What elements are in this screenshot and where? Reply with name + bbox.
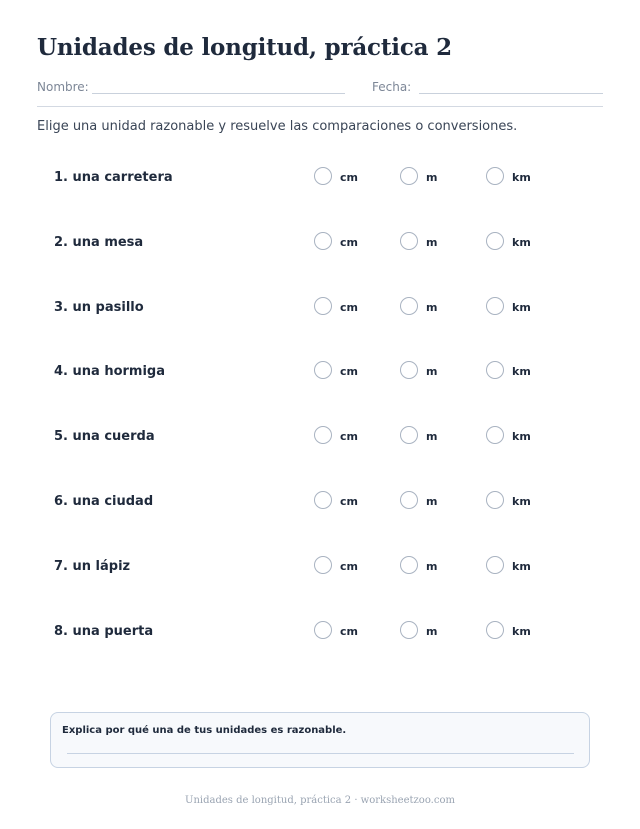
question-text: 1. una carretera — [54, 170, 173, 185]
radio-circle[interactable] — [314, 426, 332, 444]
unit-label: km — [512, 625, 531, 638]
footer: Unidades de longitud, práctica 2 · worksheetzoo.com — [185, 795, 455, 806]
unit-label: cm — [340, 365, 358, 378]
radio-circle[interactable] — [400, 621, 418, 639]
unit-label: cm — [340, 560, 358, 573]
unit-label: cm — [340, 430, 358, 443]
question-row — [0, 166, 640, 190]
unit-label: m — [426, 625, 438, 638]
question-row — [0, 231, 640, 255]
instructions: Elige una unidad razonable y resuelve las comparaciones o conversiones. — [37, 119, 518, 134]
question-text: 7. un lápiz — [54, 559, 131, 574]
question-row — [0, 490, 640, 514]
unit-label: cm — [340, 301, 358, 314]
radio-circle[interactable] — [400, 556, 418, 574]
unit-label: cm — [340, 625, 358, 638]
radio-circle[interactable] — [314, 556, 332, 574]
radio-circle[interactable] — [400, 361, 418, 379]
header-divider — [37, 106, 603, 107]
date-label: Fecha: — [372, 80, 412, 94]
explain-box — [50, 712, 590, 768]
explain-prompt: Explica por qué una de tus unidades es razonable. — [62, 725, 347, 736]
radio-circle[interactable] — [486, 297, 504, 315]
date-line[interactable] — [419, 93, 603, 94]
name-line[interactable] — [92, 93, 345, 94]
radio-circle[interactable] — [486, 491, 504, 509]
question-row — [0, 360, 640, 384]
unit-label: km — [512, 171, 531, 184]
radio-circle[interactable] — [486, 426, 504, 444]
unit-label: m — [426, 301, 438, 314]
radio-circle[interactable] — [314, 297, 332, 315]
radio-circle[interactable] — [314, 361, 332, 379]
radio-circle[interactable] — [400, 297, 418, 315]
question-row — [0, 620, 640, 644]
radio-circle[interactable] — [314, 232, 332, 250]
unit-label: m — [426, 495, 438, 508]
question-text: 5. una cuerda — [54, 429, 155, 444]
question-text: 4. una hormiga — [54, 364, 165, 379]
question-text: 6. una ciudad — [54, 494, 154, 509]
unit-label: km — [512, 365, 531, 378]
explain-answer-line[interactable] — [67, 753, 574, 754]
radio-circle[interactable] — [486, 167, 504, 185]
radio-circle[interactable] — [314, 167, 332, 185]
unit-label: cm — [340, 236, 358, 249]
unit-label: km — [512, 560, 531, 573]
unit-label: km — [512, 301, 531, 314]
question-row — [0, 425, 640, 449]
radio-circle[interactable] — [486, 232, 504, 250]
unit-label: m — [426, 365, 438, 378]
unit-label: km — [512, 495, 531, 508]
unit-label: cm — [340, 495, 358, 508]
unit-label: km — [512, 430, 531, 443]
unit-label: m — [426, 560, 438, 573]
radio-circle[interactable] — [314, 621, 332, 639]
page-title: Unidades de longitud, práctica 2 — [37, 34, 452, 61]
radio-circle[interactable] — [400, 491, 418, 509]
question-text: 8. una puerta — [54, 624, 154, 639]
question-row — [0, 555, 640, 579]
unit-label: m — [426, 430, 438, 443]
unit-label: cm — [340, 171, 358, 184]
question-row — [0, 296, 640, 320]
unit-label: km — [512, 236, 531, 249]
radio-circle[interactable] — [486, 361, 504, 379]
name-label: Nombre: — [37, 80, 89, 94]
name-date-row — [37, 80, 603, 96]
radio-circle[interactable] — [400, 426, 418, 444]
radio-circle[interactable] — [400, 232, 418, 250]
unit-label: m — [426, 171, 438, 184]
question-text: 2. una mesa — [54, 235, 144, 250]
question-text: 3. un pasillo — [54, 300, 144, 315]
radio-circle[interactable] — [486, 621, 504, 639]
radio-circle[interactable] — [486, 556, 504, 574]
radio-circle[interactable] — [314, 491, 332, 509]
radio-circle[interactable] — [400, 167, 418, 185]
unit-label: m — [426, 236, 438, 249]
